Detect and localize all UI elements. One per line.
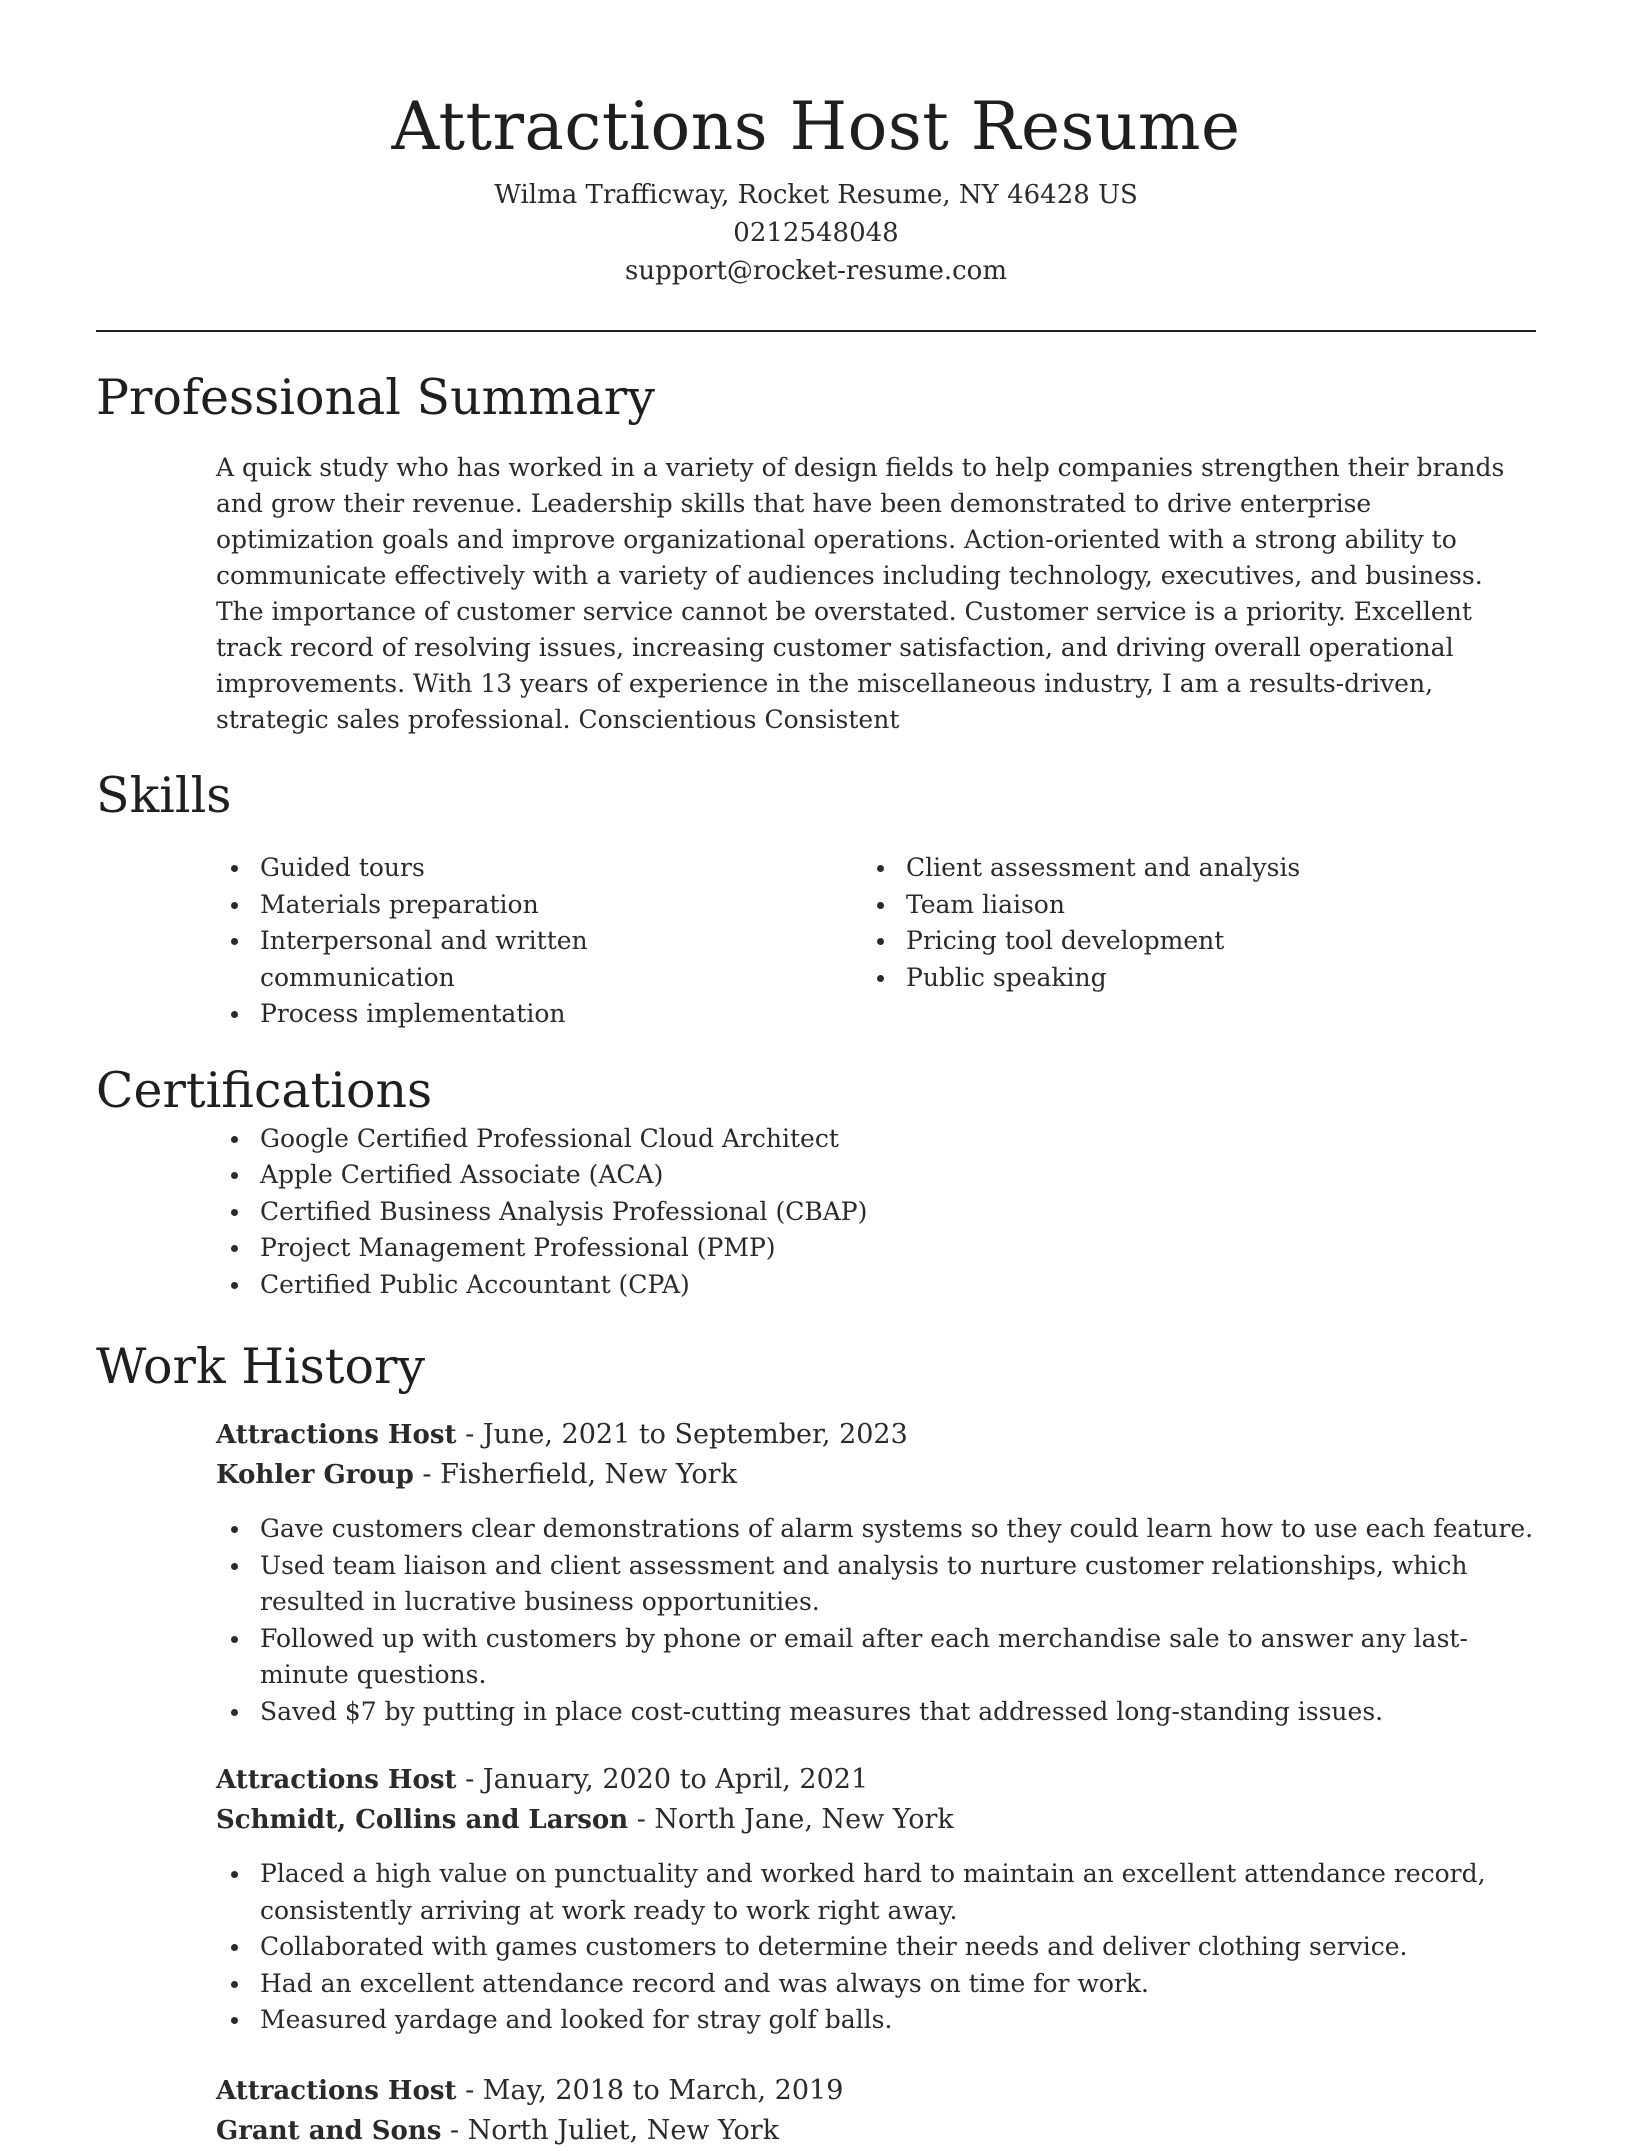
certifications-section <box>96 1061 1536 1304</box>
job-bullet: Collaborated with games customers to determine their needs and deliver clothing service. <box>260 1929 1536 1966</box>
contact-email: support@rocket-resume.com <box>624 256 1007 286</box>
skill-item: Team liaison <box>906 887 1396 924</box>
job-bullet: Gave customers clear demonstrations of alarm systems so they could learn how to use each feature. <box>260 1511 1536 1548</box>
work-history-heading: Work History <box>96 1338 426 1395</box>
job-dates: - May, 2018 to March, 2019 <box>456 2074 844 2106</box>
job-company: Kohler Group <box>216 1460 414 1490</box>
job-location: - Fisherfield, New York <box>413 1459 737 1490</box>
job-bullets <box>216 1856 1536 2039</box>
certification-item: Certified Public Accountant (CPA) <box>260 1267 1536 1304</box>
job-bullet: Measured yardage and looked for stray golf balls. <box>260 2002 1536 2039</box>
certification-item: Certified Business Analysis Professional (CBAP) <box>260 1194 1536 1231</box>
work-history-section <box>96 1337 1536 2151</box>
job-title: Attractions Host <box>216 1420 457 1450</box>
job-bullet: Had an excellent attendance record and was always on time for work. <box>260 1966 1536 2003</box>
skills-heading: Skills <box>96 767 232 824</box>
certification-item: Apple Certified Associate (ACA) <box>260 1157 1536 1194</box>
job-location: - North Juliet, New York <box>441 2114 780 2146</box>
skills-column-left <box>96 850 746 1033</box>
job-entry <box>216 1415 1536 1730</box>
job-bullet: Saved $7 by putting in place cost-cutting measures that addressed long-standing issues. <box>260 1694 1536 1731</box>
summary-section <box>96 368 1536 738</box>
job-title: Attractions Host <box>216 1765 457 1795</box>
summary-heading: Professional Summary <box>96 369 655 426</box>
skills-grid <box>96 850 1536 1033</box>
job-company-line <box>216 1800 1536 1840</box>
job-title-line <box>216 1415 1536 1455</box>
header-divider <box>96 330 1536 332</box>
job-bullet: Followed up with customers by phone or email after each merchandise sale to answer any last-minute questions. <box>260 1621 1536 1694</box>
job-company-line <box>216 1455 1536 1495</box>
skill-item: Public speaking <box>906 960 1396 997</box>
job-title-line <box>216 1760 1536 1800</box>
job-entry <box>216 2071 1536 2151</box>
skill-item: Materials preparation <box>260 887 746 924</box>
certification-item: Project Management Professional (PMP) <box>260 1230 1536 1267</box>
skill-item: Pricing tool development <box>906 923 1396 960</box>
contact-block <box>96 176 1536 290</box>
job-company-line <box>216 2111 1536 2151</box>
contact-address: Wilma Trafficway, Rocket Resume, NY 46428 US <box>494 180 1138 210</box>
resume-page <box>96 0 1536 2151</box>
skill-item: Process implementation <box>260 996 746 1033</box>
job-title-line <box>216 2071 1536 2111</box>
job-bullet: Used team liaison and client assessment and analysis to nurture customer relationships, which resulted in lucrative business opportunities. <box>260 1548 1536 1621</box>
skills-section <box>96 766 1536 1033</box>
skill-item: Interpersonal and written communication <box>260 923 746 996</box>
job-location: - North Jane, New York <box>628 1804 954 1835</box>
summary-text: A quick study who has worked in a variety of design fields to help companies strengthen their brands and grow their revenue. Leadership skills that have been demonstrated to drive enterprise optimization goals and improve organizational operations. Action-oriented with a strong ability to communicate effectively with a variety of audiences including technology, executives, and business. The importance of customer service cannot be overstated. Customer service is a priority. Excellent track record of resolving issues, increasing customer satisfaction, and driving overall operational improvements. With 13 years of experience in the miscellaneous industry, I am a results-driven, strategic sales professional. Conscientious Consistent <box>216 453 1505 734</box>
job-bullet: Placed a high value on punctuality and worked hard to maintain an excellent attendance record, consistently arriving at work ready to work right away. <box>260 1856 1536 1929</box>
job-company: Schmidt, Collins and Larson <box>216 1805 629 1835</box>
resume-title: Attractions Host Resume <box>391 88 1241 165</box>
contact-phone: 0212548048 <box>733 218 899 248</box>
skill-item: Guided tours <box>260 850 746 887</box>
job-title: Attractions Host <box>216 2075 457 2106</box>
job-bullets <box>216 1511 1536 1730</box>
certifications-list <box>96 1121 1536 1304</box>
skills-column-right <box>746 850 1396 1033</box>
job-dates: - January, 2020 to April, 2021 <box>456 1764 869 1795</box>
job-entry <box>216 1760 1536 2039</box>
job-company: Grant and Sons <box>216 2115 442 2146</box>
certifications-heading: Certifications <box>96 1061 433 1119</box>
skill-item: Client assessment and analysis <box>906 850 1396 887</box>
certification-item: Google Certified Professional Cloud Architect <box>260 1121 1536 1158</box>
job-dates: - June, 2021 to September, 2023 <box>456 1419 908 1450</box>
resume-header <box>96 0 1536 290</box>
